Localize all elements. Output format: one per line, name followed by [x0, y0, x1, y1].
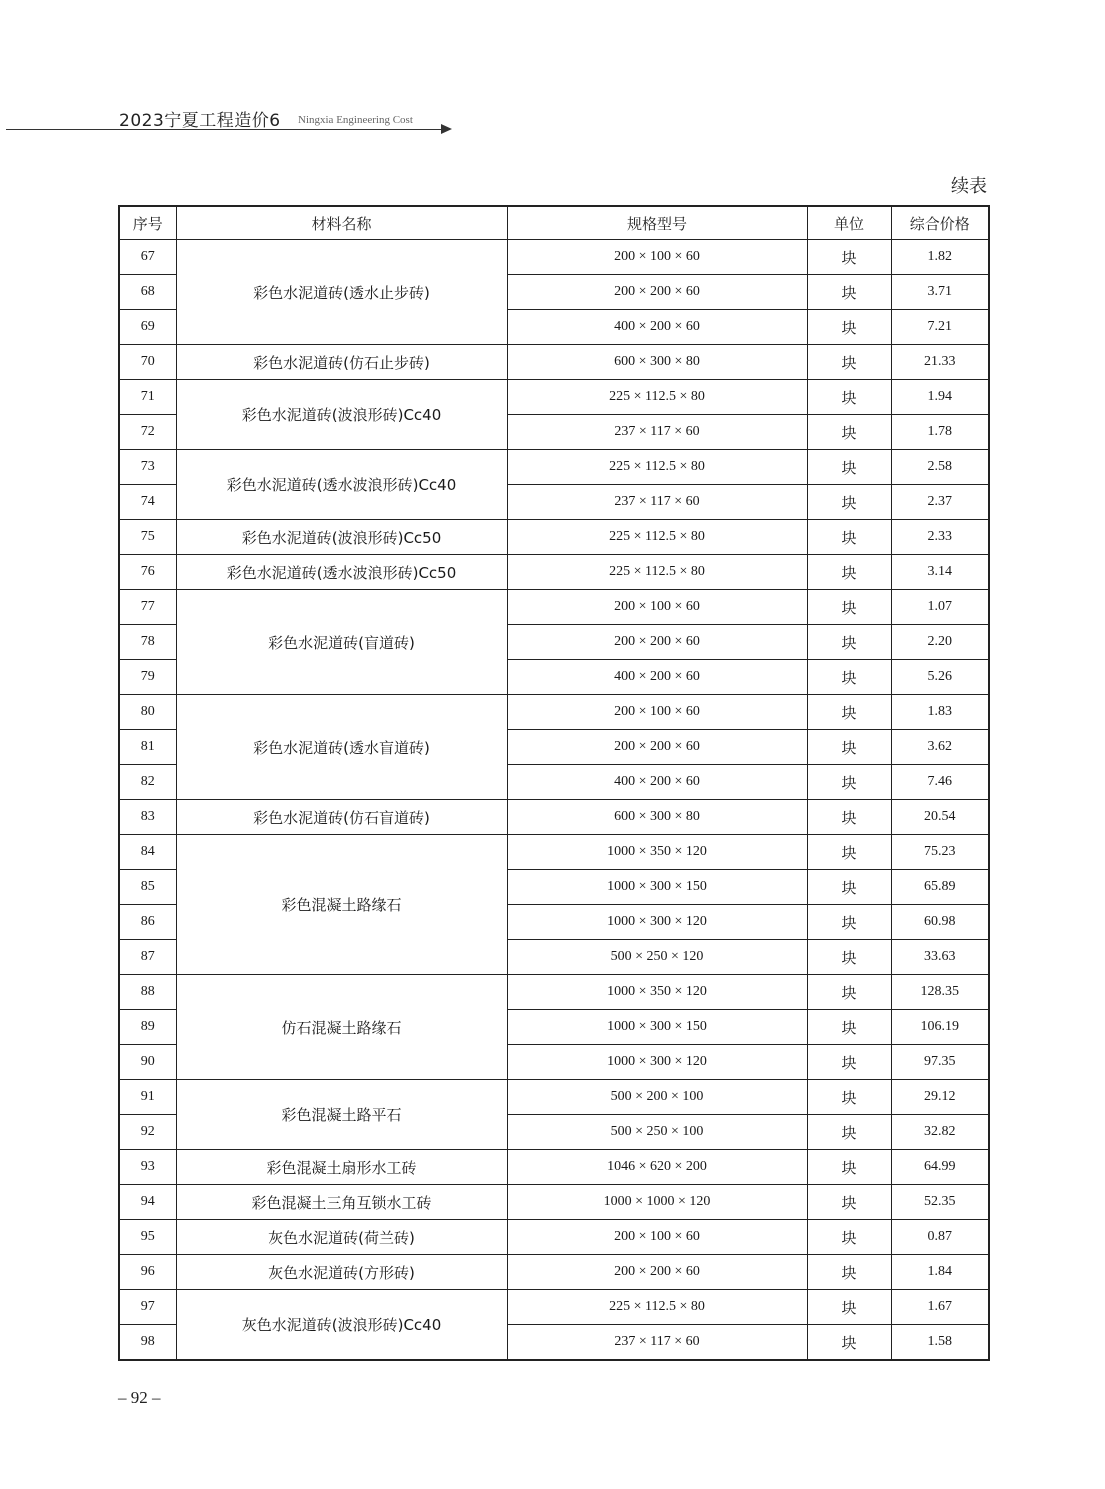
cell-no: 84: [119, 835, 176, 870]
cell-price: 1.07: [891, 590, 989, 625]
cell-material-name: 灰色水泥道砖(荷兰砖): [176, 1220, 507, 1255]
cell-spec: 1000 × 350 × 120: [507, 975, 807, 1010]
cell-no: 69: [119, 310, 176, 345]
cell-no: 72: [119, 415, 176, 450]
cell-spec: 200 × 200 × 60: [507, 1255, 807, 1290]
cell-price: 3.62: [891, 730, 989, 765]
cell-price: 32.82: [891, 1115, 989, 1150]
cell-spec: 400 × 200 × 60: [507, 310, 807, 345]
cell-material-name: 彩色水泥道砖(透水盲道砖): [176, 695, 507, 800]
cell-no: 91: [119, 1080, 176, 1115]
cell-spec: 200 × 200 × 60: [507, 730, 807, 765]
table-row: [119, 1080, 989, 1115]
cell-spec: 1000 × 300 × 120: [507, 905, 807, 940]
arrow-icon: [441, 124, 452, 134]
cell-unit: 块: [807, 485, 891, 520]
cell-unit: 块: [807, 1080, 891, 1115]
cell-spec: 237 × 117 × 60: [507, 485, 807, 520]
cell-price: 0.87: [891, 1220, 989, 1255]
col-header-price: 综合价格: [891, 206, 989, 240]
cell-no: 94: [119, 1185, 176, 1220]
cell-price: 1.82: [891, 240, 989, 275]
table-row: [119, 1220, 989, 1255]
cell-price: 1.67: [891, 1290, 989, 1325]
table-row: [119, 380, 989, 415]
cell-price: 2.37: [891, 485, 989, 520]
cell-unit: 块: [807, 415, 891, 450]
cell-unit: 块: [807, 940, 891, 975]
cell-price: 3.14: [891, 555, 989, 590]
cell-price: 5.26: [891, 660, 989, 695]
cell-unit: 块: [807, 695, 891, 730]
cell-unit: 块: [807, 765, 891, 800]
cell-unit: 块: [807, 1010, 891, 1045]
table-row: [119, 555, 989, 590]
cell-price: 3.71: [891, 275, 989, 310]
cell-price: 1.83: [891, 695, 989, 730]
cell-no: 74: [119, 485, 176, 520]
cell-unit: 块: [807, 905, 891, 940]
cell-unit: 块: [807, 240, 891, 275]
cell-unit: 块: [807, 380, 891, 415]
cell-spec: 200 × 100 × 60: [507, 695, 807, 730]
table-header-row: [119, 206, 989, 240]
cell-spec: 225 × 112.5 × 80: [507, 555, 807, 590]
cell-material-name: 彩色混凝土三角互锁水工砖: [176, 1185, 507, 1220]
cell-no: 85: [119, 870, 176, 905]
cell-spec: 200 × 200 × 60: [507, 275, 807, 310]
cell-unit: 块: [807, 1255, 891, 1290]
cell-spec: 500 × 200 × 100: [507, 1080, 807, 1115]
table-body: [119, 240, 989, 1361]
table-row: [119, 835, 989, 870]
cell-material-name: 彩色混凝土扇形水工砖: [176, 1150, 507, 1185]
cell-material-name: 彩色混凝土路平石: [176, 1080, 507, 1150]
cell-no: 87: [119, 940, 176, 975]
cell-price: 2.58: [891, 450, 989, 485]
cell-price: 1.78: [891, 415, 989, 450]
cell-spec: 237 × 117 × 60: [507, 415, 807, 450]
cell-no: 71: [119, 380, 176, 415]
cell-price: 65.89: [891, 870, 989, 905]
table-row: [119, 800, 989, 835]
table-row: [119, 695, 989, 730]
cell-price: 75.23: [891, 835, 989, 870]
cell-no: 92: [119, 1115, 176, 1150]
cell-spec: 1000 × 1000 × 120: [507, 1185, 807, 1220]
table-row: [119, 240, 989, 275]
cell-unit: 块: [807, 310, 891, 345]
cell-price: 7.21: [891, 310, 989, 345]
cell-no: 68: [119, 275, 176, 310]
cell-no: 89: [119, 1010, 176, 1045]
cell-no: 73: [119, 450, 176, 485]
cell-no: 82: [119, 765, 176, 800]
journal-title: 2023宁夏工程造价6: [119, 111, 281, 131]
price-table: [118, 205, 990, 1361]
header-rule: [6, 129, 446, 130]
cell-no: 96: [119, 1255, 176, 1290]
cell-price: 128.35: [891, 975, 989, 1010]
cell-no: 88: [119, 975, 176, 1010]
cell-price: 64.99: [891, 1150, 989, 1185]
cell-spec: 225 × 112.5 × 80: [507, 1290, 807, 1325]
cell-no: 80: [119, 695, 176, 730]
cell-spec: 200 × 100 × 60: [507, 240, 807, 275]
cell-unit: 块: [807, 520, 891, 555]
cell-material-name: 灰色水泥道砖(方形砖): [176, 1255, 507, 1290]
cell-unit: 块: [807, 1185, 891, 1220]
cell-spec: 400 × 200 × 60: [507, 765, 807, 800]
cell-unit: 块: [807, 835, 891, 870]
cell-no: 93: [119, 1150, 176, 1185]
cell-price: 1.94: [891, 380, 989, 415]
continued-label: 续表: [951, 176, 987, 197]
cell-spec: 600 × 300 × 80: [507, 800, 807, 835]
page-number: – 92 –: [118, 1388, 161, 1407]
cell-unit: 块: [807, 1115, 891, 1150]
cell-price: 60.98: [891, 905, 989, 940]
cell-spec: 237 × 117 × 60: [507, 1325, 807, 1361]
cell-material-name: 彩色水泥道砖(透水波浪形砖)Cc50: [176, 555, 507, 590]
col-header-name: 材料名称: [176, 206, 507, 240]
cell-spec: 1000 × 300 × 150: [507, 870, 807, 905]
cell-spec: 225 × 112.5 × 80: [507, 450, 807, 485]
cell-spec: 1046 × 620 × 200: [507, 1150, 807, 1185]
cell-spec: 400 × 200 × 60: [507, 660, 807, 695]
cell-no: 67: [119, 240, 176, 275]
cell-spec: 1000 × 350 × 120: [507, 835, 807, 870]
cell-unit: 块: [807, 1220, 891, 1255]
table-row: [119, 1290, 989, 1325]
cell-no: 75: [119, 520, 176, 555]
cell-unit: 块: [807, 625, 891, 660]
cell-price: 1.58: [891, 1325, 989, 1361]
cell-material-name: 灰色水泥道砖(波浪形砖)Cc40: [176, 1290, 507, 1361]
cell-unit: 块: [807, 275, 891, 310]
cell-price: 52.35: [891, 1185, 989, 1220]
table-row: [119, 1185, 989, 1220]
cell-price: 2.33: [891, 520, 989, 555]
cell-unit: 块: [807, 1045, 891, 1080]
table-row: [119, 345, 989, 380]
cell-spec: 200 × 100 × 60: [507, 1220, 807, 1255]
cell-unit: 块: [807, 345, 891, 380]
col-header-unit: 单位: [807, 206, 891, 240]
cell-unit: 块: [807, 590, 891, 625]
cell-material-name: 仿石混凝土路缘石: [176, 975, 507, 1080]
col-header-no: 序号: [119, 206, 176, 240]
cell-material-name: 彩色水泥道砖(波浪形砖)Cc40: [176, 380, 507, 450]
cell-price: 2.20: [891, 625, 989, 660]
cell-unit: 块: [807, 1325, 891, 1361]
cell-unit: 块: [807, 450, 891, 485]
cell-spec: 600 × 300 × 80: [507, 345, 807, 380]
cell-price: 33.63: [891, 940, 989, 975]
table-row: [119, 520, 989, 555]
cell-spec: 500 × 250 × 100: [507, 1115, 807, 1150]
cell-price: 20.54: [891, 800, 989, 835]
cell-no: 83: [119, 800, 176, 835]
cell-no: 90: [119, 1045, 176, 1080]
cell-no: 97: [119, 1290, 176, 1325]
cell-unit: 块: [807, 870, 891, 905]
cell-no: 77: [119, 590, 176, 625]
table-row: [119, 975, 989, 1010]
cell-material-name: 彩色水泥道砖(透水波浪形砖)Cc40: [176, 450, 507, 520]
col-header-spec: 规格型号: [507, 206, 807, 240]
cell-material-name: 彩色水泥道砖(波浪形砖)Cc50: [176, 520, 507, 555]
cell-unit: 块: [807, 975, 891, 1010]
cell-unit: 块: [807, 555, 891, 590]
cell-unit: 块: [807, 1290, 891, 1325]
table-row: [119, 1255, 989, 1290]
journal-subtitle: Ningxia Engineering Cost: [298, 114, 413, 126]
cell-spec: 1000 × 300 × 150: [507, 1010, 807, 1045]
cell-no: 81: [119, 730, 176, 765]
table-row: [119, 450, 989, 485]
cell-price: 29.12: [891, 1080, 989, 1115]
cell-unit: 块: [807, 660, 891, 695]
cell-no: 78: [119, 625, 176, 660]
cell-price: 106.19: [891, 1010, 989, 1045]
cell-spec: 200 × 200 × 60: [507, 625, 807, 660]
cell-material-name: 彩色混凝土路缘石: [176, 835, 507, 975]
cell-spec: 225 × 112.5 × 80: [507, 520, 807, 555]
cell-material-name: 彩色水泥道砖(透水止步砖): [176, 240, 507, 345]
cell-unit: 块: [807, 1150, 891, 1185]
table-row: [119, 1150, 989, 1185]
cell-no: 98: [119, 1325, 176, 1361]
cell-unit: 块: [807, 800, 891, 835]
cell-price: 21.33: [891, 345, 989, 380]
cell-price: 97.35: [891, 1045, 989, 1080]
cell-price: 7.46: [891, 765, 989, 800]
cell-spec: 1000 × 300 × 120: [507, 1045, 807, 1080]
cell-no: 95: [119, 1220, 176, 1255]
cell-material-name: 彩色水泥道砖(仿石止步砖): [176, 345, 507, 380]
cell-price: 1.84: [891, 1255, 989, 1290]
cell-spec: 225 × 112.5 × 80: [507, 380, 807, 415]
cell-unit: 块: [807, 730, 891, 765]
table-row: [119, 590, 989, 625]
cell-spec: 500 × 250 × 120: [507, 940, 807, 975]
cell-no: 70: [119, 345, 176, 380]
cell-no: 79: [119, 660, 176, 695]
cell-no: 86: [119, 905, 176, 940]
cell-spec: 200 × 100 × 60: [507, 590, 807, 625]
cell-material-name: 彩色水泥道砖(盲道砖): [176, 590, 507, 695]
cell-material-name: 彩色水泥道砖(仿石盲道砖): [176, 800, 507, 835]
cell-no: 76: [119, 555, 176, 590]
